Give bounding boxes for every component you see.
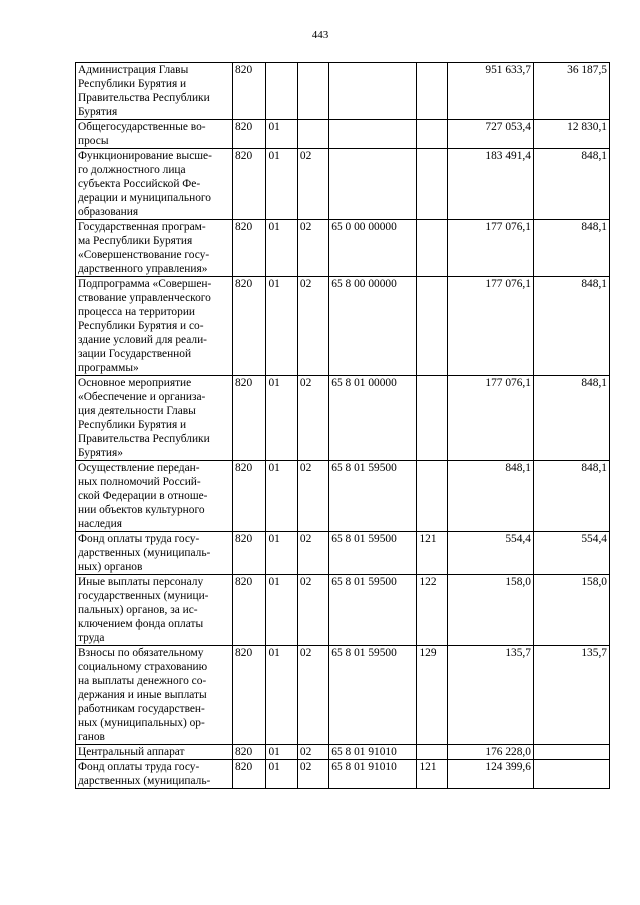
- item-name-line: труда: [78, 632, 105, 644]
- target-item-code-cell: [329, 120, 417, 149]
- federal-amount-cell: 135,7: [533, 646, 609, 745]
- federal-amount-cell: [533, 745, 609, 760]
- item-name-line: государственных (муници-: [78, 590, 209, 602]
- subsection-code-cell: [297, 120, 328, 149]
- item-name-line: «Обеспечение и организа-: [78, 391, 206, 403]
- expense-type-code-cell: [417, 745, 447, 760]
- department-code-cell: 820: [233, 277, 266, 376]
- section-code-cell: 01: [266, 745, 297, 760]
- item-name-line: «Совершенствование госу-: [78, 249, 210, 261]
- department-code-cell: 820: [233, 646, 266, 745]
- item-name-line: ключением фонда оплаты: [78, 618, 204, 630]
- department-code-cell: 820: [233, 376, 266, 461]
- department-code-cell: 820: [233, 461, 266, 532]
- item-name-line: Фонд оплаты труда госу-: [78, 533, 200, 545]
- expense-type-code-cell: 121: [417, 532, 447, 575]
- table-row: [76, 149, 610, 220]
- item-name-cell: [76, 461, 233, 532]
- item-name-line: просы: [78, 135, 109, 147]
- item-name-line: Администрация Главы: [78, 64, 189, 76]
- budget-table-body: [76, 63, 610, 789]
- department-code-cell: 820: [233, 63, 266, 120]
- item-name-line: ма Республики Бурятия: [78, 235, 193, 247]
- amount-cell: 135,7: [447, 646, 533, 745]
- target-item-code-cell: 65 8 01 59500: [329, 646, 417, 745]
- item-name-line: Подпрограмма «Совершен-: [78, 278, 212, 290]
- federal-amount-cell: 12 830,1: [533, 120, 609, 149]
- item-name-cell: [76, 277, 233, 376]
- subsection-code-cell: [297, 63, 328, 120]
- item-name-line: Взносы по обязательному: [78, 647, 204, 659]
- table-row: [76, 120, 610, 149]
- item-name-line: Иные выплаты персоналу: [78, 576, 204, 588]
- target-item-code-cell: 65 8 01 00000: [329, 376, 417, 461]
- subsection-code-cell: 02: [297, 532, 328, 575]
- item-name-line: нии объектов культурного: [78, 504, 205, 516]
- department-code-cell: 820: [233, 220, 266, 277]
- section-code-cell: 01: [266, 220, 297, 277]
- amount-cell: 554,4: [447, 532, 533, 575]
- amount-cell: 176 228,0: [447, 745, 533, 760]
- target-item-code-cell: 65 0 00 00000: [329, 220, 417, 277]
- expense-type-code-cell: [417, 376, 447, 461]
- target-item-code-cell: [329, 149, 417, 220]
- item-name-line: социальному страхованию: [78, 661, 208, 673]
- item-name-line: Государственная програм-: [78, 221, 206, 233]
- amount-cell: 124 399,6: [447, 760, 533, 789]
- item-name-cell: [76, 745, 233, 760]
- target-item-code-cell: 65 8 01 59500: [329, 575, 417, 646]
- amount-cell: 177 076,1: [447, 277, 533, 376]
- department-code-cell: 820: [233, 745, 266, 760]
- amount-cell: 183 491,4: [447, 149, 533, 220]
- department-code-cell: 820: [233, 149, 266, 220]
- department-code-cell: 820: [233, 760, 266, 789]
- table-row: [76, 277, 610, 376]
- target-item-code-cell: 65 8 01 59500: [329, 461, 417, 532]
- subsection-code-cell: 02: [297, 277, 328, 376]
- section-code-cell: 01: [266, 376, 297, 461]
- amount-cell: 177 076,1: [447, 220, 533, 277]
- item-name-line: ных) органов: [78, 561, 143, 573]
- table-row: [76, 575, 610, 646]
- section-code-cell: 01: [266, 277, 297, 376]
- expense-type-code-cell: [417, 220, 447, 277]
- federal-amount-cell: 36 187,5: [533, 63, 609, 120]
- department-code-cell: 820: [233, 120, 266, 149]
- item-name-line: пальных) органов, за ис-: [78, 604, 198, 616]
- item-name-line: ных (муниципальных) ор-: [78, 717, 205, 729]
- section-code-cell: 01: [266, 646, 297, 745]
- federal-amount-cell: 848,1: [533, 277, 609, 376]
- subsection-code-cell: 02: [297, 220, 328, 277]
- table-row: [76, 745, 610, 760]
- subsection-code-cell: 02: [297, 760, 328, 789]
- item-name-line: Бурятия: [78, 106, 118, 118]
- item-name-line: ствование управленческого: [78, 292, 211, 304]
- item-name-line: ганов: [78, 731, 105, 743]
- item-name-line: Республики Бурятия и: [78, 419, 187, 431]
- table-row: [76, 646, 610, 745]
- table-row: [76, 532, 610, 575]
- item-name-cell: [76, 63, 233, 120]
- item-name-line: го должностного лица: [78, 164, 186, 176]
- subsection-code-cell: 02: [297, 575, 328, 646]
- table-row: [76, 760, 610, 789]
- item-name-line: Центральный аппарат: [78, 746, 185, 758]
- item-name-line: держания и иные выплаты: [78, 689, 207, 701]
- item-name-line: работникам государствен-: [78, 703, 205, 715]
- expense-type-code-cell: 122: [417, 575, 447, 646]
- subsection-code-cell: 02: [297, 376, 328, 461]
- table-row: [76, 63, 610, 120]
- item-name-line: дарственных (муниципаль-: [78, 547, 211, 559]
- item-name-line: дарственных (муниципаль-: [78, 775, 211, 787]
- item-name-line: Функционирование высше-: [78, 150, 212, 162]
- section-code-cell: 01: [266, 532, 297, 575]
- budget-table: [75, 62, 610, 789]
- expense-type-code-cell: [417, 120, 447, 149]
- item-name-cell: [76, 760, 233, 789]
- item-name-line: Общегосударственные во-: [78, 121, 206, 133]
- subsection-code-cell: 02: [297, 745, 328, 760]
- target-item-code-cell: 65 8 01 91010: [329, 760, 417, 789]
- target-item-code-cell: 65 8 01 59500: [329, 532, 417, 575]
- department-code-cell: 820: [233, 575, 266, 646]
- subsection-code-cell: 02: [297, 646, 328, 745]
- item-name-line: образования: [78, 206, 139, 218]
- item-name-line: здание условий для реали-: [78, 334, 207, 346]
- amount-cell: 951 633,7: [447, 63, 533, 120]
- table-row: [76, 376, 610, 461]
- item-name-cell: [76, 575, 233, 646]
- department-code-cell: 820: [233, 532, 266, 575]
- item-name-cell: [76, 376, 233, 461]
- item-name-line: ской Федерации в отноше-: [78, 490, 208, 502]
- item-name-line: Фонд оплаты труда госу-: [78, 761, 200, 773]
- item-name-cell: [76, 120, 233, 149]
- section-code-cell: 01: [266, 760, 297, 789]
- federal-amount-cell: 848,1: [533, 220, 609, 277]
- item-name-cell: [76, 646, 233, 745]
- expense-type-code-cell: [417, 277, 447, 376]
- federal-amount-cell: 554,4: [533, 532, 609, 575]
- federal-amount-cell: 158,0: [533, 575, 609, 646]
- item-name-line: Бурятия»: [78, 447, 123, 459]
- federal-amount-cell: 848,1: [533, 461, 609, 532]
- federal-amount-cell: 848,1: [533, 376, 609, 461]
- item-name-line: Основное мероприятие: [78, 377, 192, 389]
- subsection-code-cell: 02: [297, 149, 328, 220]
- page-number: 443: [311, 29, 329, 41]
- subsection-code-cell: 02: [297, 461, 328, 532]
- item-name-line: ных полномочий Россий-: [78, 476, 201, 488]
- item-name-line: субъекта Российской Фе-: [78, 178, 201, 190]
- item-name-line: дарственного управления»: [78, 263, 208, 275]
- expense-type-code-cell: 121: [417, 760, 447, 789]
- item-name-line: Правительства Республики: [78, 433, 210, 445]
- item-name-line: на выплаты денежного со-: [78, 675, 207, 687]
- item-name-cell: [76, 149, 233, 220]
- amount-cell: 177 076,1: [447, 376, 533, 461]
- item-name-line: дерации и муниципального: [78, 192, 211, 204]
- table-row: [76, 461, 610, 532]
- target-item-code-cell: 65 8 01 91010: [329, 745, 417, 760]
- item-name-line: зации Государственной: [78, 348, 192, 360]
- amount-cell: 848,1: [447, 461, 533, 532]
- amount-cell: 158,0: [447, 575, 533, 646]
- item-name-cell: [76, 532, 233, 575]
- item-name-line: программы»: [78, 362, 139, 374]
- item-name-line: Правительства Республики: [78, 92, 210, 104]
- federal-amount-cell: [533, 760, 609, 789]
- section-code-cell: 01: [266, 461, 297, 532]
- section-code-cell: 01: [266, 120, 297, 149]
- item-name-line: Республики Бурятия и со-: [78, 320, 204, 332]
- section-code-cell: 01: [266, 575, 297, 646]
- expense-type-code-cell: [417, 149, 447, 220]
- expense-type-code-cell: [417, 461, 447, 532]
- item-name-cell: [76, 220, 233, 277]
- federal-amount-cell: 848,1: [533, 149, 609, 220]
- item-name-line: процесса на территории: [78, 306, 196, 318]
- amount-cell: 727 053,4: [447, 120, 533, 149]
- item-name-line: ция деятельности Главы: [78, 405, 196, 417]
- table-row: [76, 220, 610, 277]
- expense-type-code-cell: 129: [417, 646, 447, 745]
- target-item-code-cell: 65 8 00 00000: [329, 277, 417, 376]
- item-name-line: наследия: [78, 518, 122, 530]
- section-code-cell: 01: [266, 149, 297, 220]
- section-code-cell: [266, 63, 297, 120]
- expense-type-code-cell: [417, 63, 447, 120]
- target-item-code-cell: [329, 63, 417, 120]
- item-name-line: Республики Бурятия и: [78, 78, 187, 90]
- item-name-line: Осуществление передан-: [78, 462, 200, 474]
